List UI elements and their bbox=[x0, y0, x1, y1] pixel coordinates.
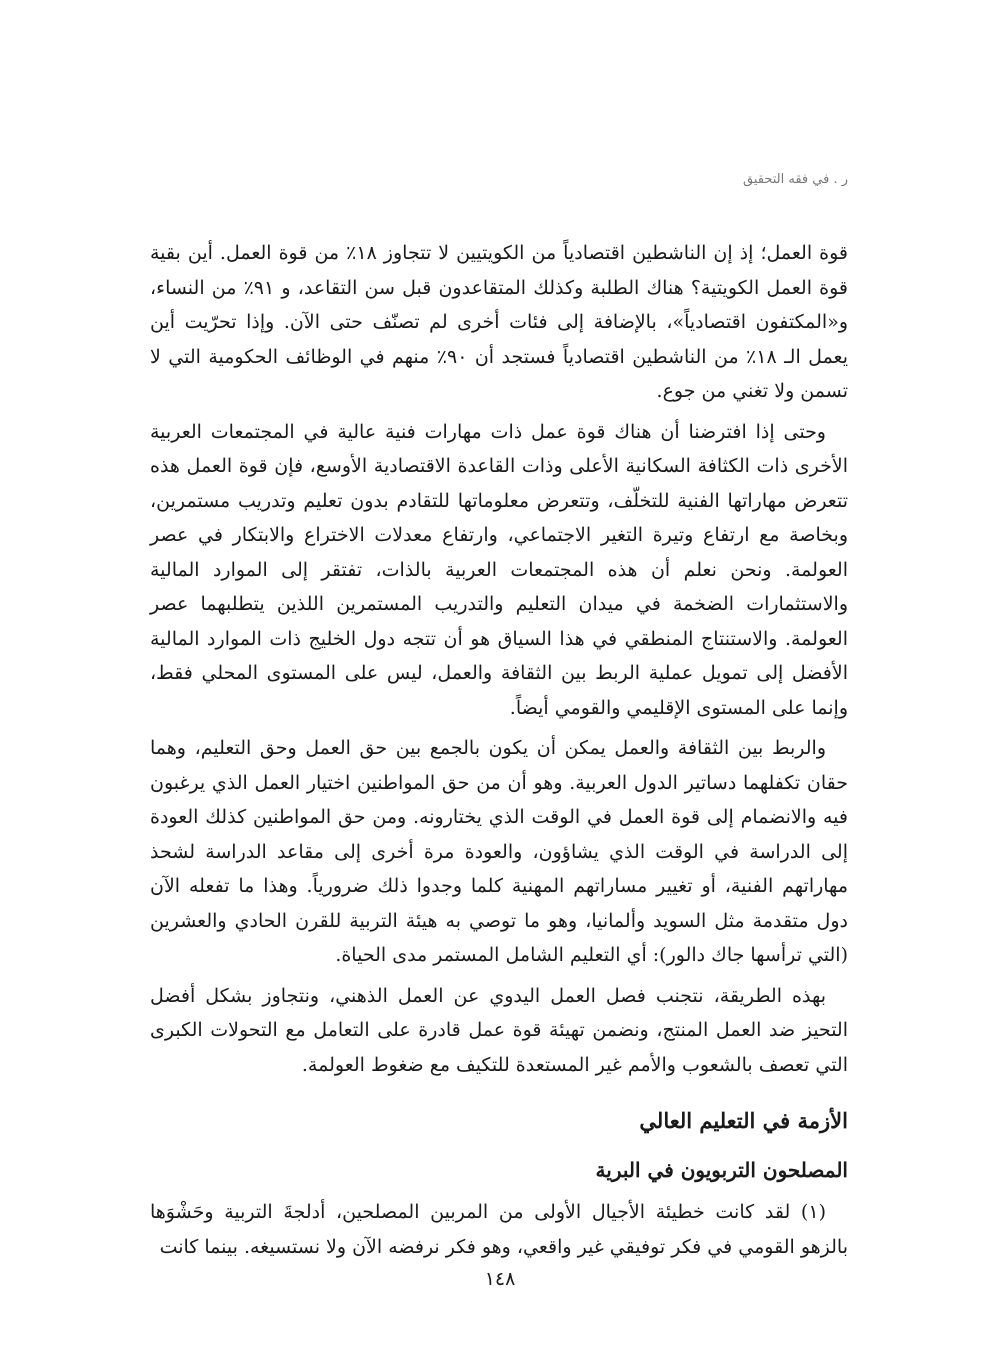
sub-title: المصلحون التربويون في البرية bbox=[595, 1157, 848, 1182]
paragraph-2: وحتى إذا افترضنا أن هناك قوة عمل ذات مهارات فنية عالية في المجتمعات العربية الأخرى ذات الكثافة السكانية الأعلى وذات القاعدة الاقتصادية الأوسع، فإن قوة العمل هذه تتعرض مهاراتها الفنية للتخلّف، وتتعرض معلوماتها للتقادم بدون تعليم وتدريب مستمرين، وبخاصة مع ارتفاع وتيرة التغير الاجتماعي، وارتفاع معدلات الاختراع والابتكار في عصر العولمة. ونحن نعلم أن هذه المجتمعات العربية بالذات، تفتقر إلى الموارد المالية والاستثمارات الضخمة في ميدان التعليم والتدريب المستمرين اللذين يتطلبهما عصر العولمة. والاستنتاج المنطقي في هذا السياق هو أن تتجه دول الخليج ذات الموارد المالية الأفضل إلى تمويل عملية الربط بين الثقافة والعمل، ليس على المستوى المحلي فقط، وإنما على المستوى الإقليمي والقومي أيضاً. bbox=[150, 420, 848, 719]
body-text bbox=[150, 236, 848, 1270]
paragraph-4: بهذه الطريقة، نتجنب فصل العمل اليدوي عن العمل الذهني، ونتجاوز بشكل أفضل التحيز ضد العمل المنتج، ونضمن تهيئة قوة عمل قادرة على التعامل مع التحولات الكبرى التي تعصف بالشعوب والأمم غير المستعدة للتكيف مع ضغوط العولمة. bbox=[150, 984, 848, 1076]
paragraph-1: قوة العمل؛ إذ إن الناشطين اقتصادياً من الكويتيين لا تتجاوز ١٨٪ من قوة العمل. أين بقية قوة العمل الكويتية؟ هناك الطلبة وكذلك المتقاعدون قبل سن التقاعد، و ٩١٪ من النساء، و«المكتفون اقتصادياً»، بالإضافة إلى فئات أخرى لم تصنّف حتى الآن. وإذا تحرّيت أين يعمل الـ ١٨٪ من الناشطين اقتصادياً فستجد أن ٩٠٪ منهم في الوظائف الحكومية التي لا تسمن ولا تغني من جوع. bbox=[150, 242, 849, 402]
paragraph-5: (١) لقد كانت خطيئة الأجيال الأولى من المربين المصلحين، أدلجةَ التربية وحَشْوَها بالزهو القومي في فكر توفيقي غير واقعي، وهو فكر نرفضه الآن ولا نستسيغه. بينما كانت bbox=[150, 1201, 848, 1258]
running-head: ر . في فقه التحقيق bbox=[743, 172, 848, 187]
section-title: الأزمة في التعليم العالي bbox=[639, 1108, 848, 1133]
page-number: ١٤٨ bbox=[484, 1268, 516, 1290]
paragraph-3: والربط بين الثقافة والعمل يمكن أن يكون بالجمع بين حق العمل وحق التعليم، وهما حقان تكفلهما دساتير الدول العربية. وهو أن من حق المواطنين اختيار العمل الذي يرغبون فيه والانضمام إلى قوة العمل في الوقت الذي يختارونه. ومن حق المواطنين كذلك العودة إلى الدراسة في الوقت الذي يشاؤون، والعودة مرة أخرى إلى مقاعد الدراسة لشحذ مهاراتهم الفنية، أو تغيير مساراتهم المهنية كلما وجدوا ذلك ضرورياً. وهذا ما تفعله الآن دول متقدمة مثل السويد وألمانيا، وهو ما توصي به هيئة التربية للقرن الحادي والعشرين (التي ترأسها جاك دالور): أي التعليم الشامل المستمر مدى الحياة. bbox=[150, 737, 848, 966]
